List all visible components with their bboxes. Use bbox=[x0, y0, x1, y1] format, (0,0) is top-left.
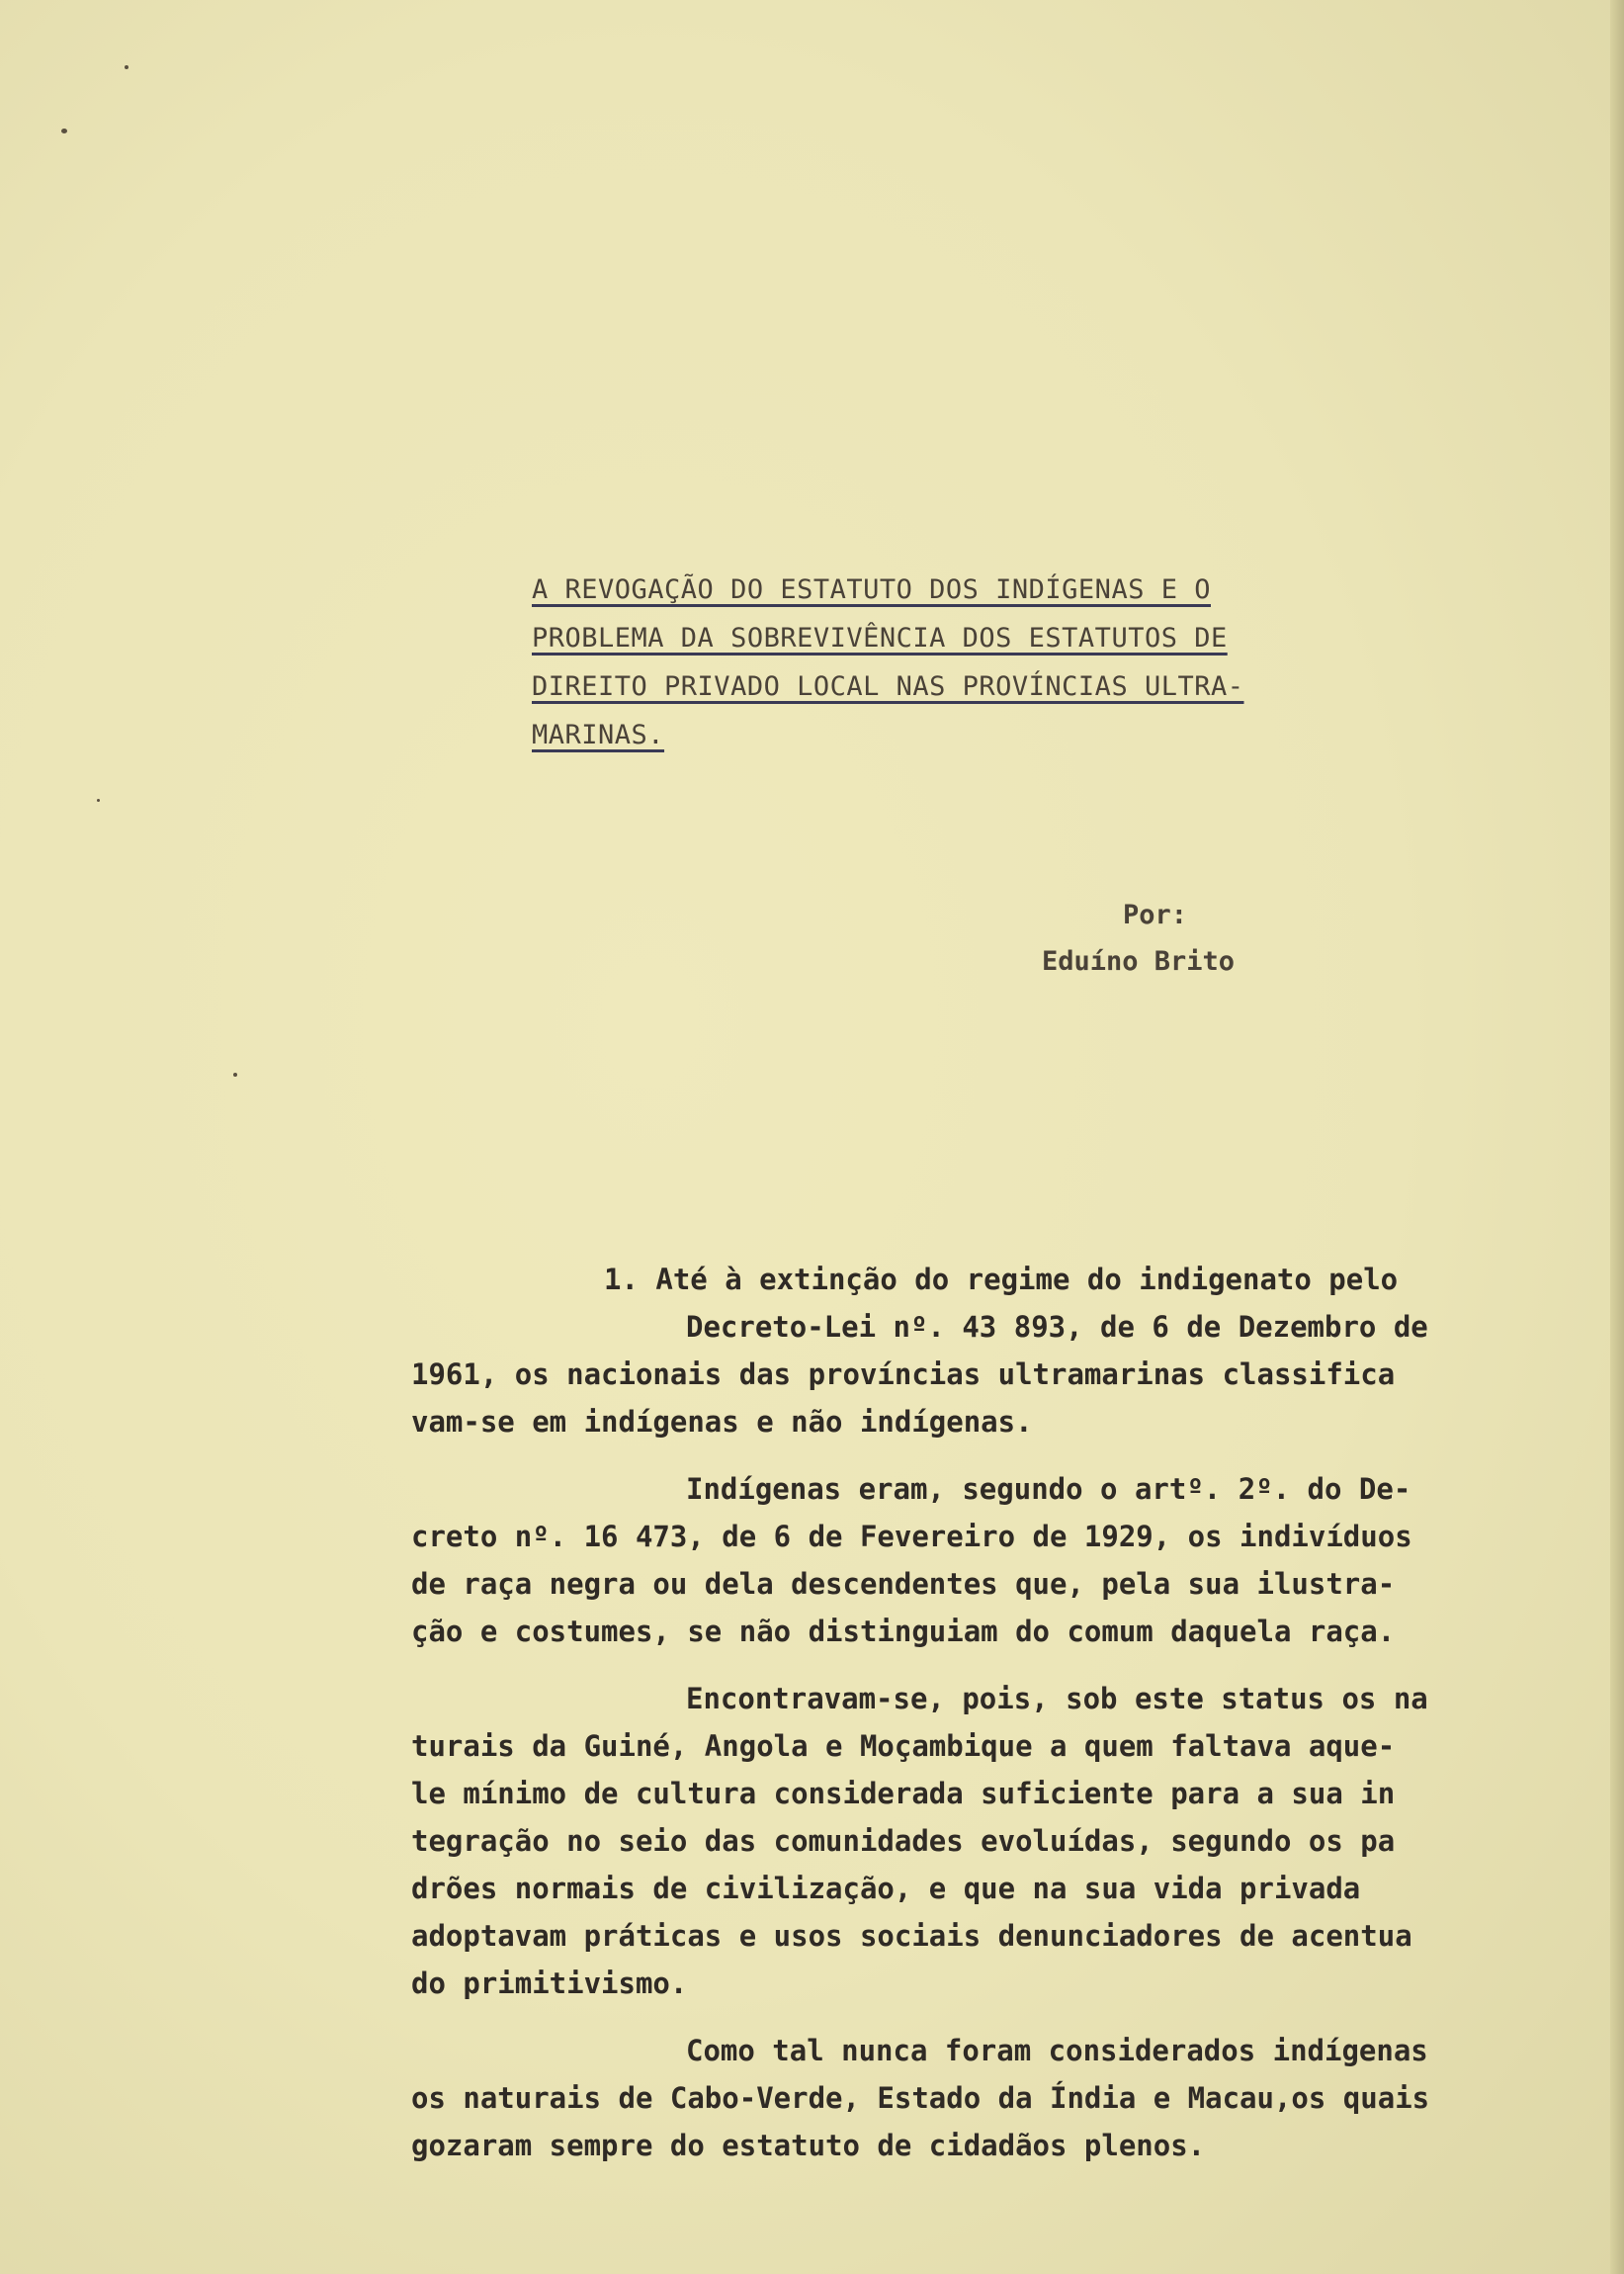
paragraph-3-line: Encontravam-se, pois, sob este status os na bbox=[686, 1682, 1428, 1715]
paragraph-4-line: Como tal nunca foram considerados indígenas bbox=[686, 2034, 1428, 2067]
paragraph-4-line: gozaram sempre do estatuto de cidadãos plenos. bbox=[411, 2129, 1206, 2162]
paragraph-gap bbox=[411, 2007, 1548, 2027]
paragraph-3-line: drões normais de civilização, e que na sua vida privada bbox=[411, 1872, 1361, 1905]
title-line: A REVOGAÇÃO DO ESTATUTO DOS INDÍGENAS E O bbox=[532, 574, 1211, 605]
paragraph-3-line: turais da Guiné, Angola e Moçambique a quem faltava aque- bbox=[411, 1729, 1396, 1763]
paragraph-1-line: Decreto-Lei nº. 43 893, de 6 de Dezembro de bbox=[686, 1310, 1428, 1344]
paper-speck bbox=[61, 129, 67, 133]
title-line: PROBLEMA DA SOBREVIVÊNCIA DOS ESTATUTOS DE bbox=[532, 623, 1228, 654]
document-title bbox=[532, 566, 1382, 759]
document-body bbox=[411, 1256, 1548, 2169]
paper-speck bbox=[97, 799, 100, 802]
paragraph-gap bbox=[411, 1445, 1548, 1465]
paper-speck bbox=[233, 1073, 237, 1077]
paragraph-2-line: ção e costumes, se não distinguiam do comum daquela raça. bbox=[411, 1615, 1396, 1648]
title-line: DIREITO PRIVADO LOCAL NAS PROVÍNCIAS ULTRA- bbox=[532, 671, 1244, 702]
paper-edge bbox=[1610, 0, 1624, 2274]
paragraph-2-line: creto nº. 16 473, de 6 de Fevereiro de 1929, os indivíduos bbox=[411, 1520, 1412, 1553]
paragraph-1-line: 1. Até à extinção do regime do indigenato pelo bbox=[604, 1263, 1399, 1296]
paragraph-1-line: 1961, os nacionais das províncias ultramarinas classifica bbox=[411, 1357, 1396, 1391]
paragraph-gap bbox=[411, 1655, 1548, 1675]
paragraph-4-line: os naturais de Cabo-Verde, Estado da Índia e Macau,os quais bbox=[411, 2081, 1430, 2115]
paragraph-1-line: vam-se em indígenas e não indígenas. bbox=[411, 1405, 1033, 1439]
paragraph-3-line: do primitivismo. bbox=[411, 1967, 688, 2000]
author-label: Por: bbox=[1123, 900, 1188, 930]
paragraph-3-line: tegração no seio das comunidades evoluídas, segundo os pa bbox=[411, 1824, 1396, 1858]
paragraph-2-line: de raça negra ou dela descendentes que, pela sua ilustra- bbox=[411, 1567, 1396, 1601]
author-name: Eduíno Brito bbox=[1042, 946, 1236, 977]
paper-speck bbox=[125, 65, 128, 69]
paragraph-2-line: Indígenas eram, segundo o artº. 2º. do De- bbox=[686, 1472, 1411, 1506]
title-line: MARINAS. bbox=[532, 720, 665, 750]
paragraph-3-line: adoptavam práticas e usos sociais denunciadores de acentua bbox=[411, 1919, 1412, 1953]
paragraph-3-line: le mínimo de cultura considerada suficiente para a sua in bbox=[411, 1777, 1396, 1810]
